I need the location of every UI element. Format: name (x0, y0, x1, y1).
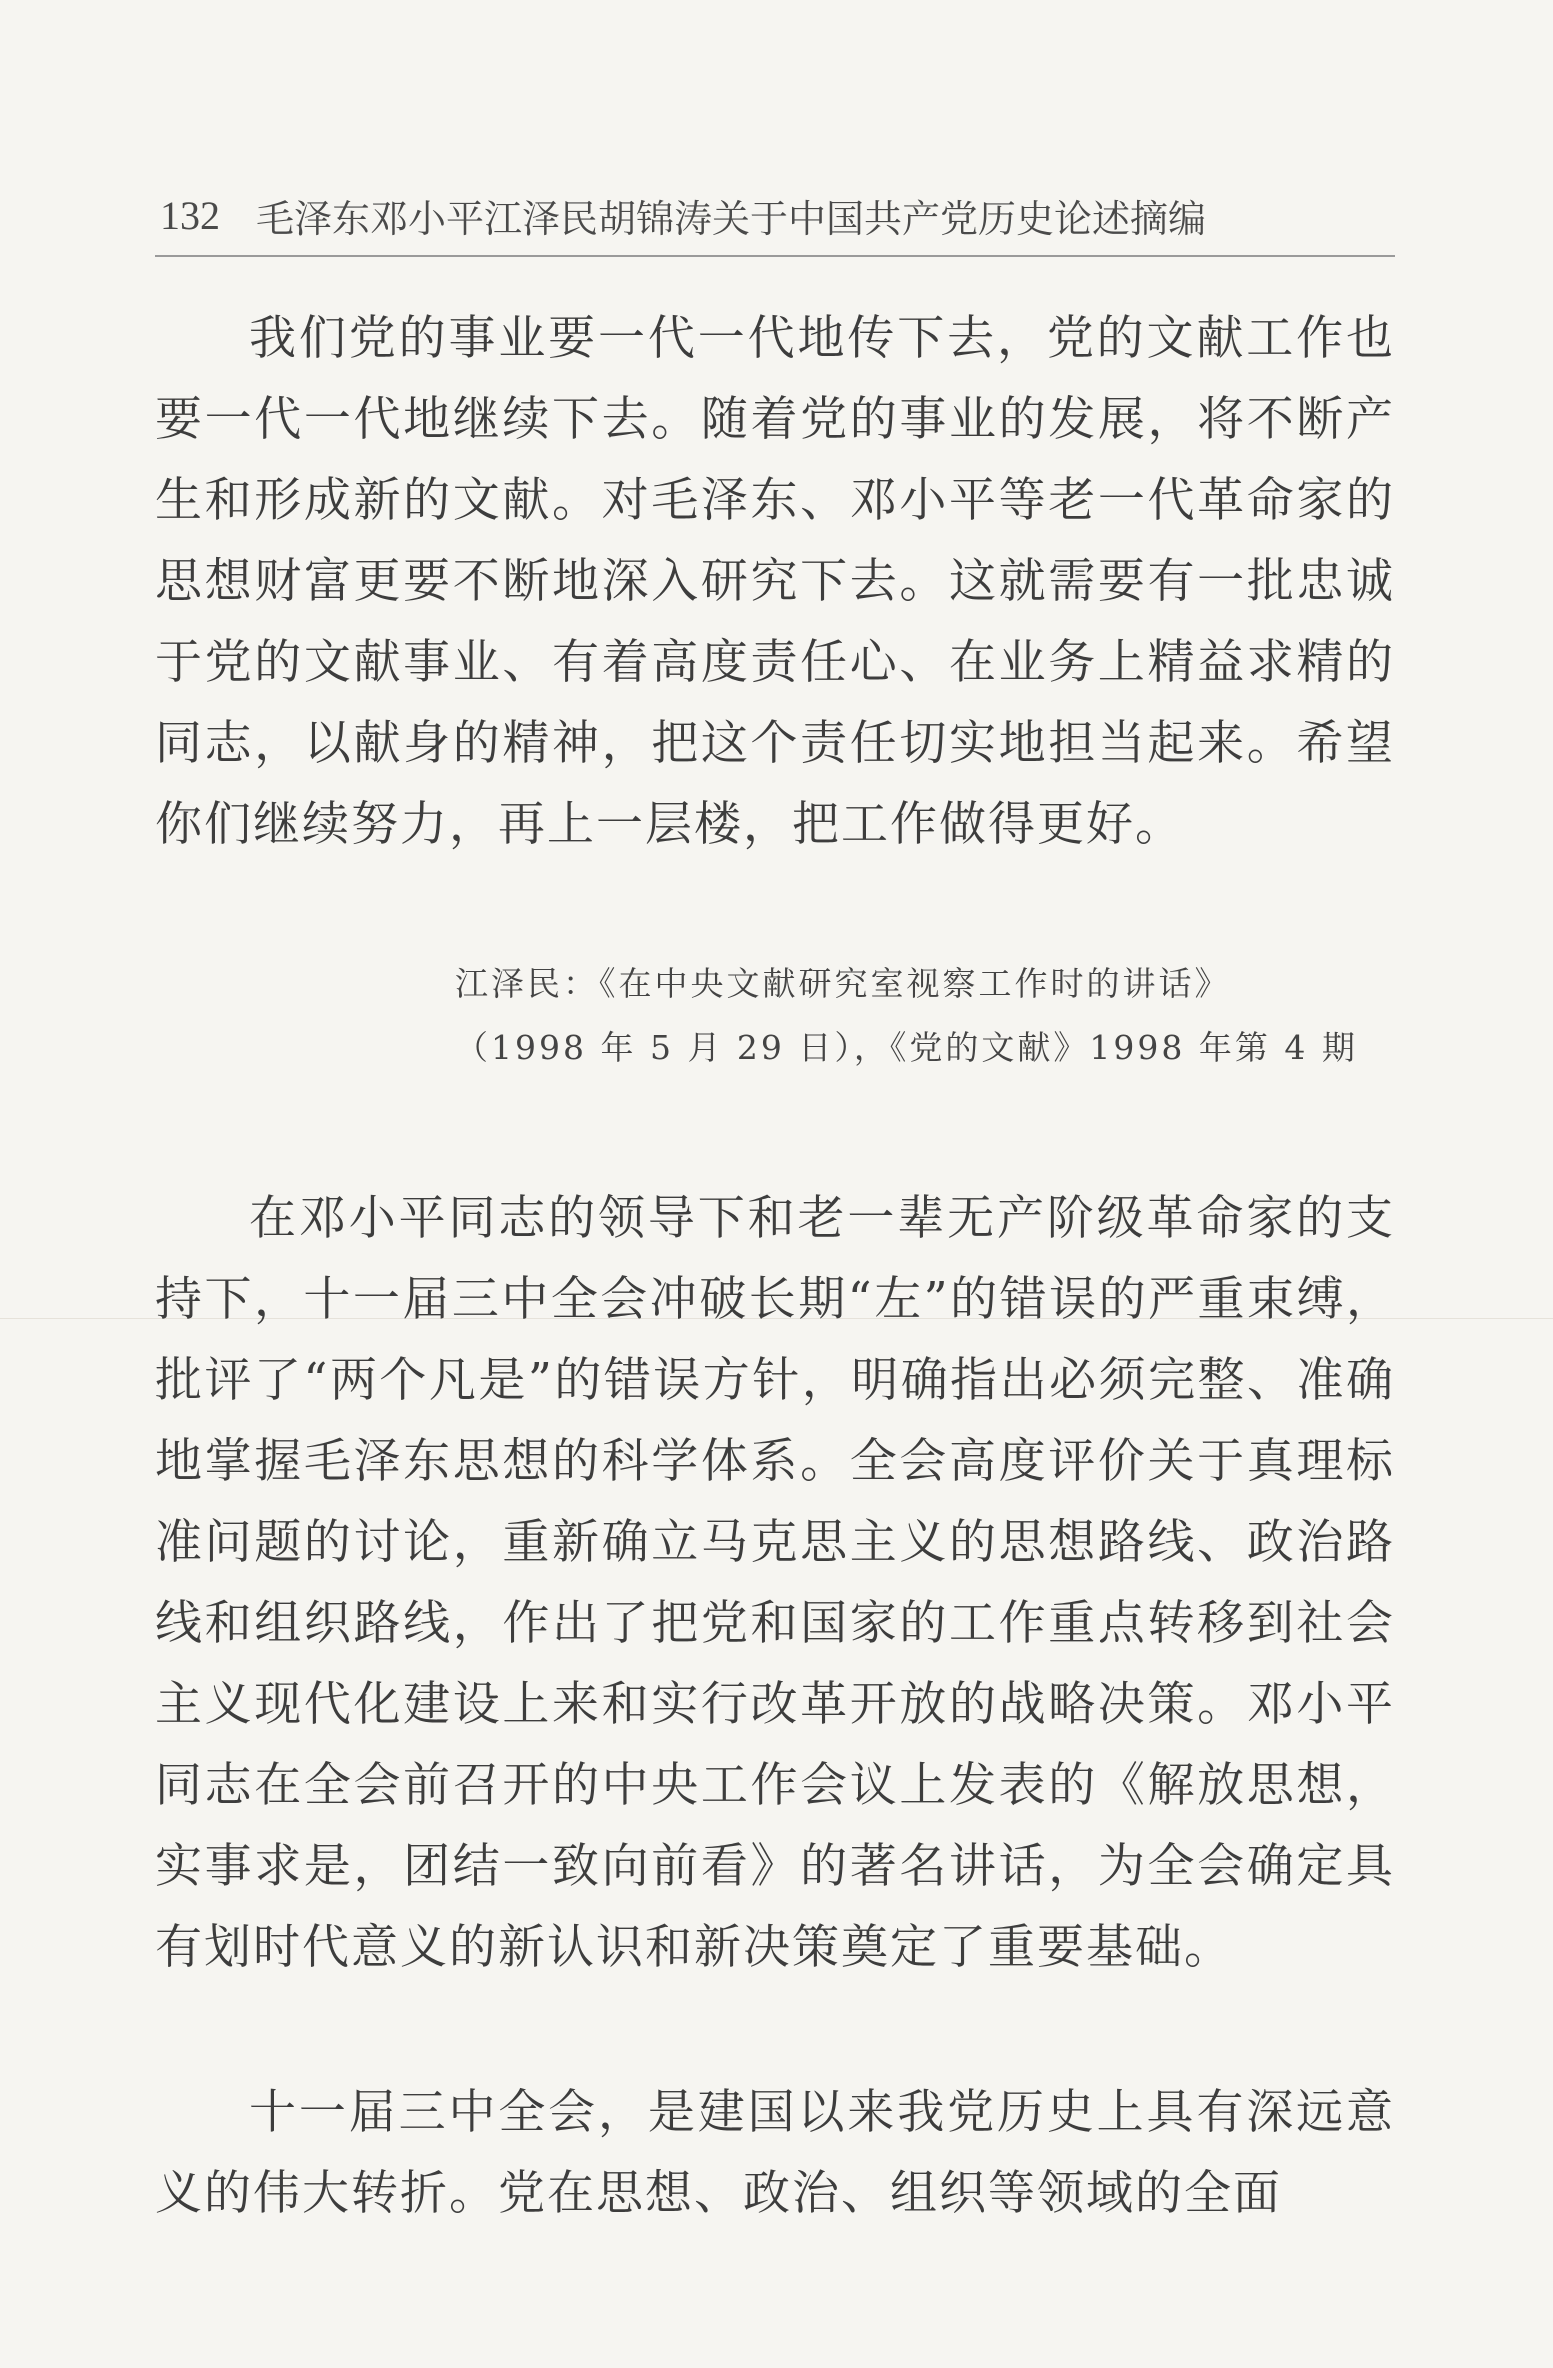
citation (455, 952, 1358, 1080)
citation-line-2: （1998 年 5 月 29 日），《党的文献》1998 年第 4 期 (455, 1028, 1358, 1067)
paragraph-text: 十一届三中全会，是建国以来我党历史上具有深远意义的伟大转折。党在思想、政治、组织等领域的全面 (155, 2085, 1395, 2221)
paragraph-3 (155, 2072, 1395, 2234)
book-title: 毛泽东邓小平江泽民胡锦涛关于中国共产党历史论述摘编 (256, 196, 1207, 241)
page-number: 132 (160, 192, 220, 238)
citation-line-1: 江泽民：《在中央文献研究室视察工作时的讲话》 (455, 964, 1231, 1003)
header-divider (155, 255, 1395, 257)
paragraph-2 (155, 1178, 1395, 1988)
paragraph-text: 在邓小平同志的领导下和老一辈无产阶级革命家的支持下，十一届三中全会冲破长期“左”的错误的严重束缚，批评了“两个凡是”的错误方针，明确指出必须完整、准确地掌握毛泽东思想的科学体系。全会高度评价关于真理标准问题的讨论，重新确立马克思主义的思想路线、政治路线和组织路线，作出了把党和国家的工作重点转移到社会主义现代化建设上来和实行改革开放的战略决策。邓小平同志在全会前召开的中央工作会议上发表的《解放思想，实事求是，团结一致向前看》的著名讲话，为全会确定具有划时代意义的新认识和新决策奠定了重要基础。 (155, 1191, 1395, 1975)
paragraph-1 (155, 298, 1395, 865)
running-header (160, 185, 1390, 245)
paragraph-text: 我们党的事业要一代一代地传下去，党的文献工作也要一代一代地继续下去。随着党的事业的发展，将不断产生和形成新的文献。对毛泽东、邓小平等老一代革命家的思想财富更要不断地深入研究下去。这就需要有一批忠诚于党的文献事业、有着高度责任心、在业务上精益求精的同志，以献身的精神，把这个责任切实地担当起来。希望你们继续努力，再上一层楼，把工作做得更好。 (155, 311, 1395, 852)
